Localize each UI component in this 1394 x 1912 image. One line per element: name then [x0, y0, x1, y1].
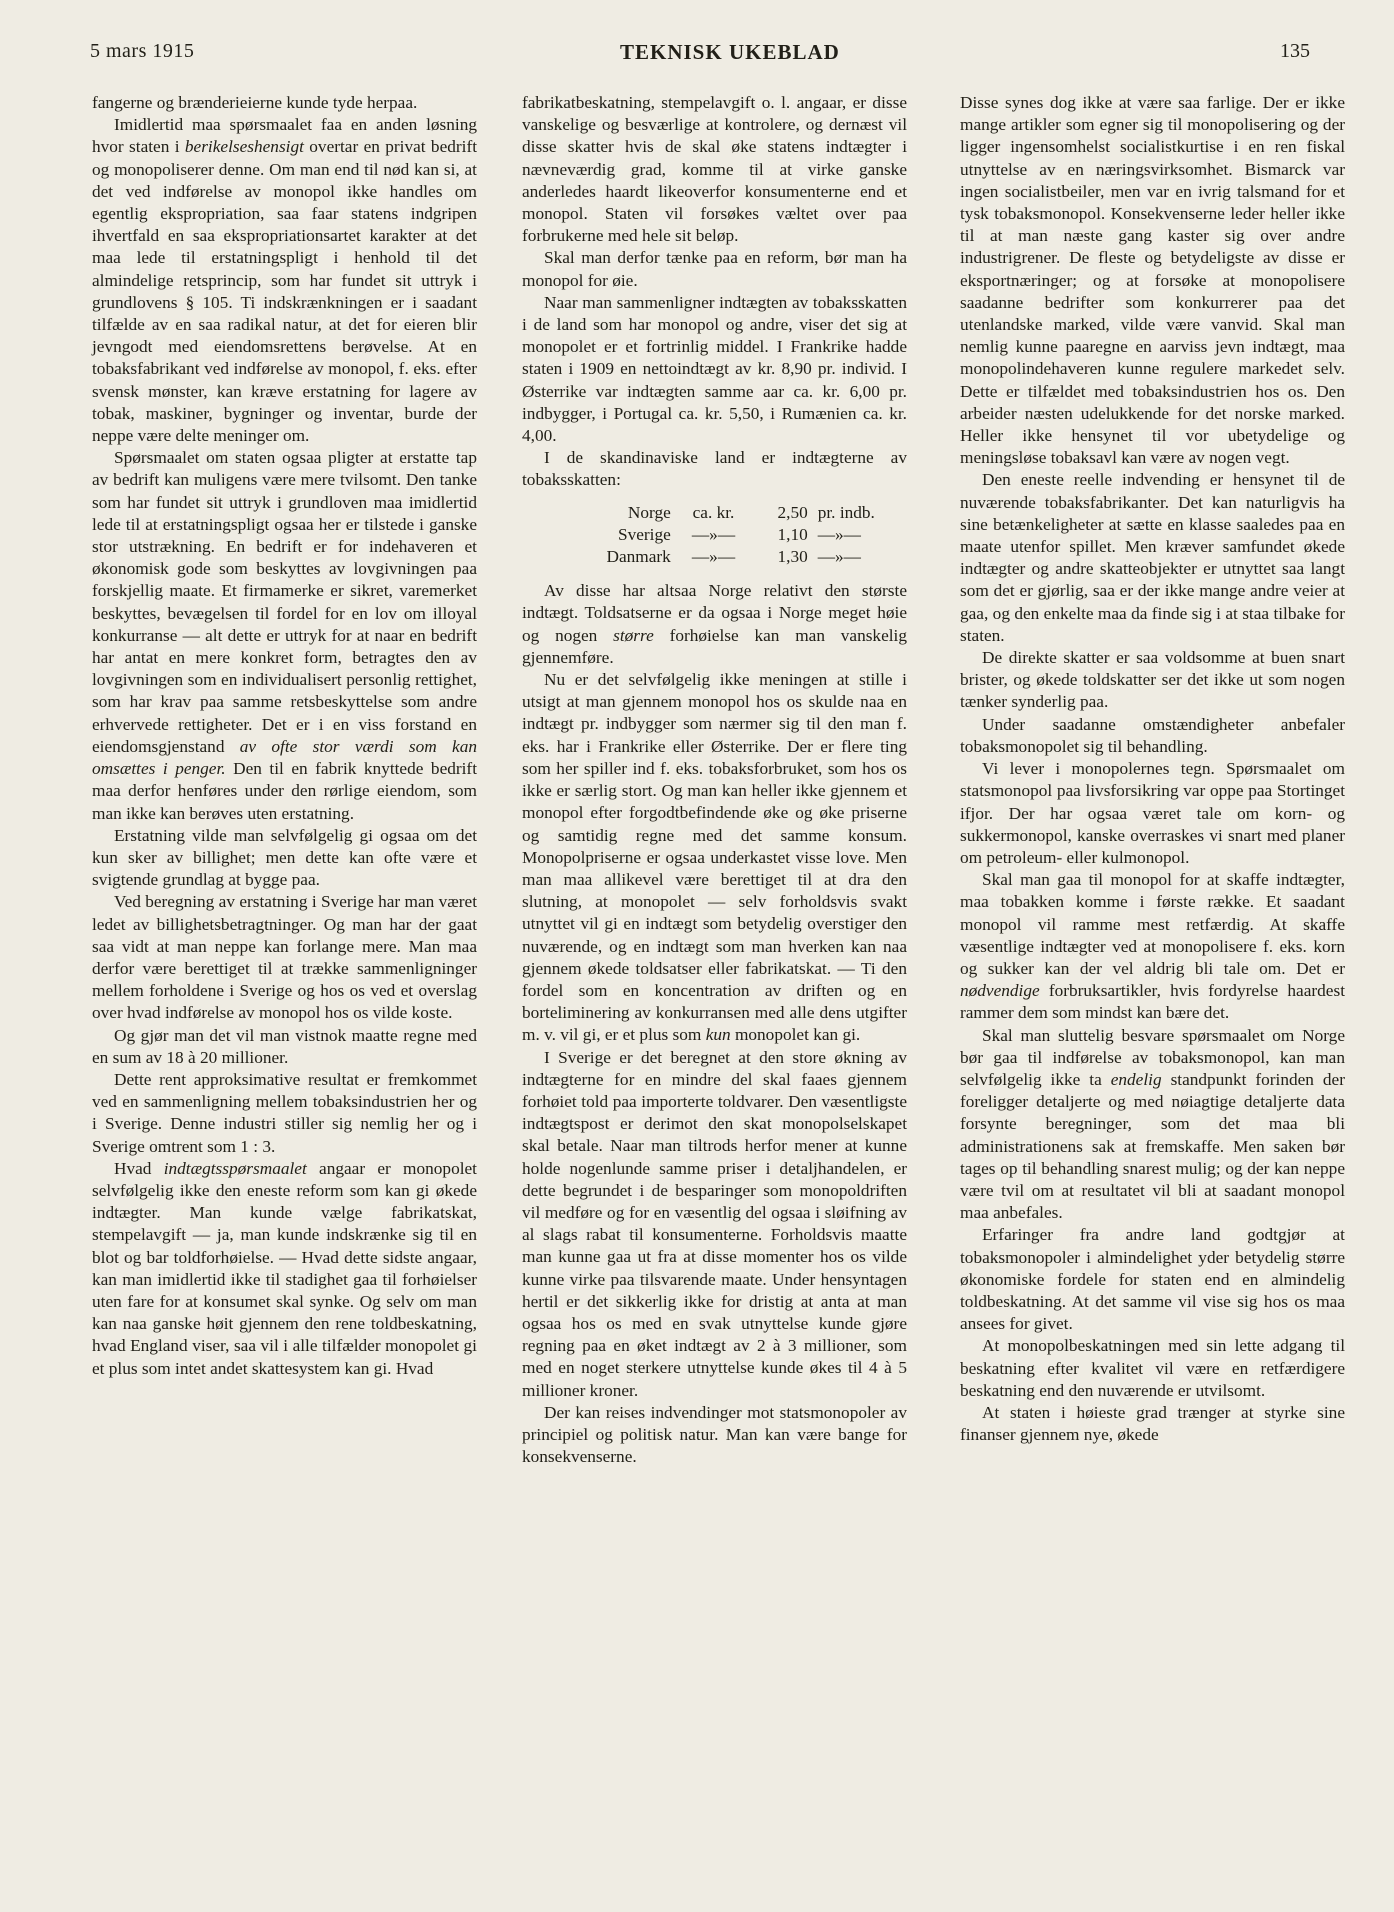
text-run: Spørsmaalet om staten ogsaa pligter at erstatte tap av bedrift kan muligens være mere tvilsomt. Den tanke som har fundet sit uttryk i grundloven maa imidlertid lede til at erstatningspligt ogsaa her er tilstede i ganske stor utstrækning. En bedrift er for indehaveren et økonomisk gode som beskyttes av lovgivningen paa forskjellig maate. Et firmamerke er sikret, varemerket beskyttes, bevægelsen til fordel for en lov om illoyal konkurranse — alt dette er uttryk for at naar en bedrift har antat en mere konkret form, betragtes den av lovgivningen som en individualisert personlig rettighet, som har krav paa samme retsbeskyttelse som andre erhvervede rettigheter. Det er i en viss forstand en eiendomsgjenstand	[92, 448, 477, 756]
paragraph: Erfaringer fra andre land godtgjør at tobaksmonopoler i almindelighet yder betydelig større økonomiske fordele for staten end en almindelig toldbeskatning. At det samme vil vise sig hos os maa ansees for givet.	[960, 1225, 1345, 1334]
paragraph: Naar man sammenligner indtægten av tobaksskatten i de land som har monopol og andre, viser det sig at monopolet er et fortrinlig middel. I Frankrike hadde staten i 1909 en nettoindtægt av kr. 8,90 pr. individ. I Østerrike var indtægten samme aar ca. kr. 6,00 pr. indbygger, i Portugal ca. kr. 5,50, i Rumænien ca. kr. 4,00.	[522, 292, 907, 446]
text-run: Skal man sluttelig besvare spørsmaalet om Norge bør gaa til indførelse av tobaksmonopol, kan man selvfølgelig ikke ta	[960, 1025, 1345, 1089]
ca-cell: —»—	[691, 524, 736, 544]
amount-cell: 1,10	[777, 524, 808, 544]
paragraph	[92, 114, 477, 447]
text-run: Hvad	[114, 1158, 164, 1178]
text-run: Imidlertid maa spørsmaalet faa en anden løsning hvor staten i	[92, 115, 477, 157]
text-run: Den til en fabrik knyttede bedrift maa derfor henføres under den rørlige eiendom, som man ikke kan berøves uten erstatning.	[92, 759, 477, 823]
paragraph: Erstatning vilde man selvfølgelig gi ogsaa om det kun sker av billighet; men dette kan ofte være et svigtende grundlag at bygge paa.	[92, 825, 477, 890]
text-run: standpunkt forinden der foreligger detaljerte og med nøiagtige detaljerte data forsynte beregninger, som det maa bli administrationens sak at fremskaffe. Men saken bør tages op til behandling snarest mulig; og der kan neppe være tvil om at resultatet vil bli at saadant monopol maa anbefales.	[960, 1069, 1345, 1223]
emphasis: endelig	[1110, 1069, 1162, 1089]
emphasis: indtægtsspørsmaalet	[163, 1158, 307, 1178]
paragraph: Ved beregning av erstatning i Sverige har man været ledet av billighetsbetragtninger. Og man har der gaat saa vidt at man neppe kan forlange mere. Man maa derfor være berettiget til at trække sammenligninger mellem forholdene i Sverige og hos os ved et overslag over hvad indførelse av monopol hos os vilde koste.	[92, 892, 477, 1023]
paragraph: Dette rent approksimative resultat er fremkommet ved en sammenligning mellem tobaksindustrien her og i Sverige. Denne industri stiller sig nemlig her og i Sverige omtrent som 1 : 3.	[92, 1069, 477, 1156]
text-run: forhøielse kan man vanskelig gjennemføre.	[522, 625, 907, 667]
paragraph: Den eneste reelle indvending er hensynet til de nuværende tobaksfabrikanter. Det kan naturligvis ha sine betænkeligheter at sætte en klasse saaledes paa en maate utenfor spillet. Men kræver samfundet økede indtægter og andre skatteobjekter er utnyttet saa langt som det er gjørlig, saa er der ikke mange andre veier at gaa, og den enkelte maa da finde sig i at staa tilbake for staten.	[960, 470, 1345, 645]
paragraph	[522, 669, 907, 1046]
unit-cell: —»—	[817, 524, 861, 544]
ca-cell: ca. kr.	[692, 502, 735, 522]
amount-cell: 2,50	[777, 502, 808, 522]
page-header	[90, 40, 1310, 70]
table-row	[522, 502, 907, 524]
paragraph	[960, 1025, 1345, 1225]
paragraph	[92, 1158, 477, 1380]
emphasis: kun	[705, 1025, 731, 1045]
paragraph: fangerne og brænderieierne kunde tyde herpaa.	[92, 93, 418, 112]
journal-title: TEKNISK UKEBLAD	[620, 40, 840, 64]
text-column-1	[92, 92, 477, 1380]
unit-cell: pr. indb.	[817, 502, 875, 522]
paragraph: I de skandinaviske land er indtægterne av tobaksskatten:	[522, 448, 907, 490]
paragraph: Disse synes dog ikke at være saa farlige. Der er ikke mange artikler som egner sig til monopolisering og der ligger ingensomhelst socialistkurtise i en ren fiskal utnyttelse av en næringsvirksomhet. Bismarck var ingen socialistbeiler, men var en ivrig talsmand for et tysk tobaksmonopol. Konsekvenserne leder heller ikke til at man næste gang kaster sig over andre industrigrener. De fleste og betydeligste av disse er eksportnæringer; og at forsøke at monopolisere saadanne bedrifter som konkurrerer paa det utenlandske marked, vilde være vanvid. Skal man nemlig kunne paaregne en aarviss jevn indtægt, maa monopolindehaveren kunne regulere markedet selv. Dette er tilfældet med tobaksindustrien hos os. Den arbeider næsten udelukkende for det norske marked. Heller ikke hensynet til vor ubetydelige og meningsløse tobaksavl kan være av nogen vegt.	[960, 93, 1345, 468]
table-row	[522, 524, 907, 546]
emphasis: nødvendige	[960, 981, 1040, 1001]
text-column-3	[960, 92, 1345, 1446]
text-run: Nu er det selvfølgelig ikke meningen at stille i utsigt at man gjennem monopol hos os skulde naa en indtægt pr. indbygger som nærmer sig til den man f. eks. har i Frankrike eller Østerrike. Der er flere ting som her spiller ind f. eks. tobaksforbruket, som hos os ikke er særlig stort. Og man kan heller ikke gjennem et monopol efter forgodtbefindende øke og øke priserne og samtidig regne med det samme konsum. Monopolpriserne er ogsaa underkastet visse love. Men man maa allikevel være berettiget til at dra den slutning, at monopolet — selv forholdsvis svakt utnyttet vil gi en indtægt som betydelig overstiger den nuværende, og en indtægt som man hverken kan naa gjennem økede toldsatser eller fabrikatskat. — Ti den fordel som en koncentration av driften og en borteliminering av konkurransen med alle dens utgifter m. v. vil gi, er et plus som	[522, 670, 907, 1045]
emphasis: berikelseshensigt	[184, 137, 304, 157]
paragraph: Vi lever i monopolernes tegn. Spørsmaalet om statsmonopol paa livsforsikring var oppe paa Stortinget ifjor. Der har ogsaa været tale om korn- og sukkermonopol, kanske overraskes vi snart med planer om petroleum- eller kulmonopol.	[960, 759, 1345, 867]
paragraph	[960, 869, 1345, 1024]
paragraph: I Sverige er det beregnet at den store økning av indtægterne for en mindre del skal faaes gjennem forhøiet told paa importerte toldvarer. Den væsentligste indtægtspost er derimot den skat monopolselskapet skal betale. Naar man tiltrods herfor mener at kunne holde nogenlunde samme priser i detaljhandelen, er dette begrundet i de besparinger som monopoldriften vil medføre og for en væsentlig del ogsaa i sløifning av al slags rabat til konsumenterne. Forholdsvis maatte man kunne gaa ut fra at disse momenter hos os vilde kunne virke paa tilsvarende maate. Under hensyntagen hertil er det sikkerlig ikke for dristig at anta at man ogsaa hos os med en svak utnyttelse kunde gjøre regning paa en øket indtægt av 2 à 3 millioner, som med en noget sterkere utnyttelse kunde økes til 4 à 5 millioner kroner.	[522, 1047, 907, 1400]
paragraph: fabrikatbeskatning, stempelavgift o. l. angaar, er disse vanskelige og besværlige at kontrolere, og dernæst vil disse skatter hvis de skal øke statens indtægter i nævneværdig grad, komme til at virke ganske anderledes haardt likeoverfor konsumenterne end et monopol. Staten vil forsøkes væltet over paa forbrukerne med hele sit beløp.	[522, 93, 907, 246]
country-cell: Danmark	[606, 547, 671, 567]
country-cell: Sverige	[617, 524, 671, 544]
paragraph	[92, 447, 477, 824]
table-row	[522, 546, 907, 568]
paragraph: Skal man derfor tænke paa en reform, bør man ha monopol for øie.	[522, 248, 907, 290]
paragraph: Og gjør man det vil man vistnok maatte regne med en sum av 18 à 20 millioner.	[92, 1025, 477, 1067]
unit-cell: —»—	[817, 547, 861, 567]
text-column-2	[522, 92, 907, 1468]
tobacco-revenue-table	[522, 502, 907, 569]
issue-date: 5 mars 1915	[90, 40, 195, 62]
amount-cell: 1,30	[777, 547, 808, 567]
paragraph: De direkte skatter er saa voldsomme at buen snart brister, og økede toldskatter ser det ikke ut som nogen tænker synderlig paa.	[960, 648, 1345, 712]
emphasis: større	[613, 625, 654, 645]
paragraph: At monopolbeskatningen med sin lette adgang til beskatning efter kvalitet vil være en retfærdigere beskatning end den nuværende er utvilsomt.	[960, 1336, 1345, 1400]
paragraph: At staten i høieste grad trænger at styrke sine finanser gjennem nye, økede	[960, 1402, 1345, 1445]
page-number: 135	[1280, 40, 1310, 62]
text-run: monopolet kan gi.	[730, 1025, 861, 1045]
paragraph	[522, 580, 907, 669]
paragraph: Der kan reises indvendinger mot statsmonopoler av principiel og politisk natur. Man kan være bange for konsekvenserne.	[522, 1402, 907, 1467]
text-run: forbruksartikler, hvis fordyrelse haardest rammer dem som mindst kan bære det.	[960, 981, 1345, 1023]
text-run: Av disse har altsaa Norge relativt den største indtægt. Toldsatserne er da ogsaa i Norge meget høie og nogen	[522, 581, 907, 645]
country-cell: Norge	[627, 502, 671, 522]
text-run: angaar er monopolet selvfølgelig ikke den eneste reform som kan gi økede indtægter. Man kunde vælge fabrikatskat, stempelavgift — ja, man kunde indskrænke sig til en blot og bar toldforhøielse. — Hvad dette sidste angaar, kan man imidlertid ikke til stadighet gaa til forhøielser uten fare for at konsumet skal synke. Og selv om man kan naa ganske høit gjennem den rene toldbeskatning, hvad England viser, saa vil i alle tilfælder monopolet gi et plus som intet andet skattesystem kan gi. Hvad	[92, 1158, 477, 1378]
paragraph: Under saadanne omstændigheter anbefaler tobaksmonopolet sig til behandling.	[960, 714, 1345, 756]
emphasis: av ofte stor værdi som kan omsættes i penger.	[92, 736, 477, 779]
text-run: Skal man gaa til monopol for at skaffe indtægter, maa tobakken komme i første række. Et saadant monopol vil ramme mest retfærdig. At skaffe væsentlige indtægter ved at monopolisere f. eks. korn og sukker kan der vel aldrig bli tale om. Det er	[960, 870, 1345, 978]
text-run: overtar en privat bedrift og monopoliserer denne. Om man end til nød kan si, at det ved indførelse av monopol ikke handles om egentlig ekspropriation, saa faar statens indgripen ihvertfald en saa ekspropriationsartet karakter at det maa lede til erstatningspligt i henhold til det almindelige retsprincip, som har fundet sit uttryk i grundlovens § 105. Ti indskrænkningen er i saadant tilfælde av en saa radikal natur, at det for eieren blir jevngodt med eiendomsrettens berøvelse. At en tobaksfabrikant ved indførelse av monopol, f. eks. efter svensk mønster, kan kræve erstatning for lagere av tobak, maskiner, bygninger og inventar, burde der neppe være delte meninger om.	[92, 137, 477, 446]
ca-cell: —»—	[691, 547, 736, 567]
